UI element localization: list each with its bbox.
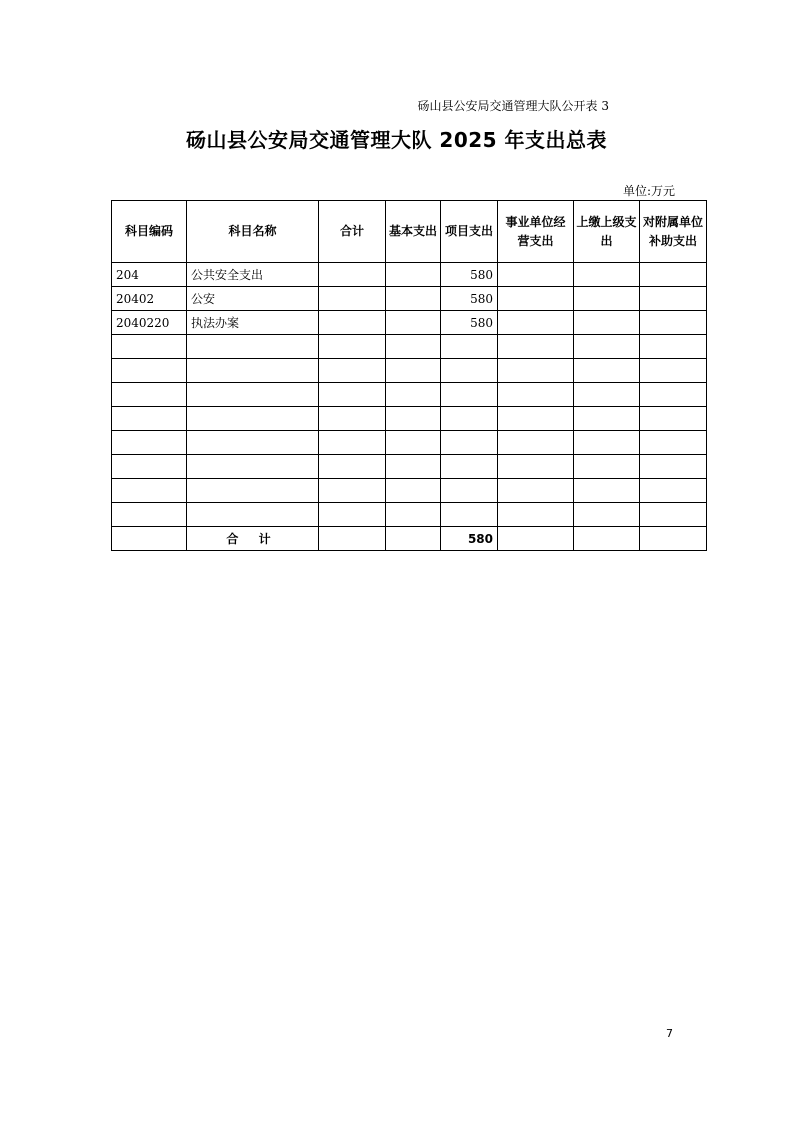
empty-cell <box>640 503 707 527</box>
empty-cell <box>640 335 707 359</box>
empty-cell <box>498 383 574 407</box>
total-label: 合 计 <box>187 527 319 551</box>
cell-code: 204 <box>112 263 187 287</box>
empty-cell <box>498 479 574 503</box>
empty-cell <box>319 503 386 527</box>
empty-cell <box>386 503 441 527</box>
total-subsidy-cell <box>640 527 707 551</box>
col-header-code: 科目编码 <box>112 201 187 263</box>
empty-cell <box>640 359 707 383</box>
empty-cell <box>319 455 386 479</box>
cell-total <box>319 263 386 287</box>
empty-cell <box>574 479 640 503</box>
empty-row <box>112 383 707 407</box>
cell-code: 20402 <box>112 287 187 311</box>
empty-cell <box>187 359 319 383</box>
empty-cell <box>498 503 574 527</box>
empty-cell <box>319 431 386 455</box>
empty-cell <box>574 407 640 431</box>
empty-row <box>112 455 707 479</box>
empty-cell <box>112 407 187 431</box>
empty-cell <box>498 455 574 479</box>
cell-upper <box>574 263 640 287</box>
empty-cell <box>640 431 707 455</box>
col-header-business: 事业单位经营支出 <box>498 201 574 263</box>
empty-cell <box>386 359 441 383</box>
cell-total <box>319 287 386 311</box>
empty-cell <box>498 407 574 431</box>
cell-total <box>319 311 386 335</box>
empty-cell <box>574 431 640 455</box>
empty-cell <box>187 503 319 527</box>
table-header-row <box>112 201 707 263</box>
page-number: 7 <box>666 1027 673 1040</box>
cell-basic <box>386 287 441 311</box>
total-basic-cell <box>386 527 441 551</box>
unit-label: 单位:万元 <box>622 184 675 198</box>
empty-cell <box>498 359 574 383</box>
empty-cell <box>187 479 319 503</box>
empty-cell <box>112 455 187 479</box>
total-row <box>112 527 707 551</box>
page-title: 砀山县公安局交通管理大队 2025 年支出总表 <box>185 128 608 152</box>
empty-cell <box>640 407 707 431</box>
col-header-project: 项目支出 <box>441 201 498 263</box>
cell-name: 执法办案 <box>187 311 319 335</box>
cell-basic <box>386 263 441 287</box>
empty-cell <box>319 479 386 503</box>
cell-basic <box>386 311 441 335</box>
empty-cell <box>112 431 187 455</box>
empty-cell <box>574 383 640 407</box>
cell-business <box>498 311 574 335</box>
empty-cell <box>441 503 498 527</box>
cell-project: 580 <box>441 263 498 287</box>
total-upper-cell <box>574 527 640 551</box>
empty-cell <box>498 335 574 359</box>
col-header-name: 科目名称 <box>187 201 319 263</box>
total-code-cell <box>112 527 187 551</box>
empty-cell <box>574 335 640 359</box>
empty-cell <box>640 479 707 503</box>
col-header-total: 合计 <box>319 201 386 263</box>
empty-cell <box>187 455 319 479</box>
empty-cell <box>441 335 498 359</box>
cell-business <box>498 263 574 287</box>
empty-cell <box>386 407 441 431</box>
col-header-basic: 基本支出 <box>386 201 441 263</box>
empty-row <box>112 503 707 527</box>
empty-cell <box>574 503 640 527</box>
cell-upper <box>574 287 640 311</box>
cell-upper <box>574 311 640 335</box>
empty-cell <box>319 335 386 359</box>
empty-cell <box>319 407 386 431</box>
empty-cell <box>441 407 498 431</box>
empty-row <box>112 359 707 383</box>
col-header-upper: 上缴上级支出 <box>574 201 640 263</box>
cell-subsidy <box>640 263 707 287</box>
empty-cell <box>441 383 498 407</box>
total-total-cell <box>319 527 386 551</box>
empty-cell <box>187 335 319 359</box>
empty-cell <box>640 383 707 407</box>
empty-cell <box>640 455 707 479</box>
cell-name: 公安 <box>187 287 319 311</box>
cell-subsidy <box>640 311 707 335</box>
empty-cell <box>498 431 574 455</box>
table-row <box>112 287 707 311</box>
total-business-cell <box>498 527 574 551</box>
empty-cell <box>319 359 386 383</box>
empty-cell <box>441 455 498 479</box>
empty-cell <box>386 431 441 455</box>
empty-cell <box>386 383 441 407</box>
cell-code: 2040220 <box>112 311 187 335</box>
empty-cell <box>112 335 187 359</box>
cell-project: 580 <box>441 311 498 335</box>
total-project-cell: 580 <box>441 527 498 551</box>
header-note: 砀山县公安局交通管理大队公开表 3 <box>417 99 609 113</box>
empty-cell <box>187 407 319 431</box>
empty-row <box>112 335 707 359</box>
empty-cell <box>441 359 498 383</box>
expenditure-table <box>111 200 707 551</box>
empty-cell <box>187 383 319 407</box>
cell-name: 公共安全支出 <box>187 263 319 287</box>
cell-subsidy <box>640 287 707 311</box>
empty-cell <box>112 479 187 503</box>
empty-cell <box>441 479 498 503</box>
empty-cell <box>112 503 187 527</box>
empty-row <box>112 407 707 431</box>
cell-business <box>498 287 574 311</box>
cell-project: 580 <box>441 287 498 311</box>
empty-row <box>112 431 707 455</box>
empty-cell <box>112 383 187 407</box>
empty-cell <box>386 479 441 503</box>
empty-row <box>112 479 707 503</box>
empty-cell <box>187 431 319 455</box>
empty-cell <box>441 431 498 455</box>
empty-cell <box>386 455 441 479</box>
empty-cell <box>319 383 386 407</box>
table-row <box>112 263 707 287</box>
empty-cell <box>386 335 441 359</box>
empty-cell <box>574 359 640 383</box>
empty-cell <box>112 359 187 383</box>
table-row <box>112 311 707 335</box>
col-header-subsidy: 对附属单位补助支出 <box>640 201 707 263</box>
empty-cell <box>574 455 640 479</box>
